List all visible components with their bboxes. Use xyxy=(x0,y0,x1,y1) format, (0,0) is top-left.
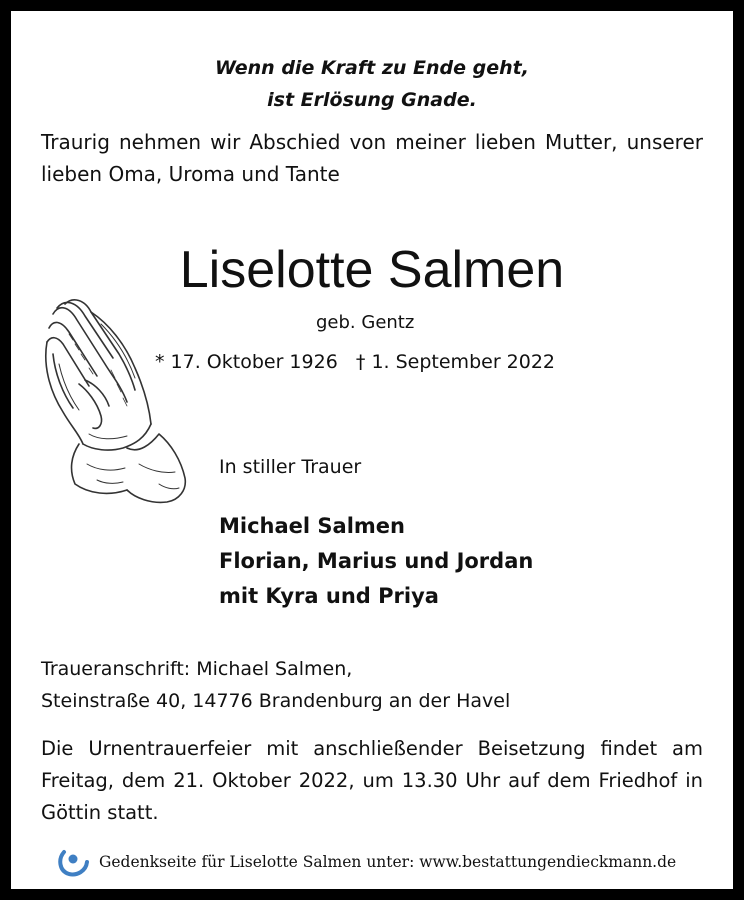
praying-hands-icon xyxy=(39,294,199,519)
survivor-name: Florian, Marius und Jordan xyxy=(219,549,534,573)
birth-name: geb. Gentz xyxy=(316,312,415,333)
survivor-name: Michael Salmen xyxy=(219,514,405,538)
memorial-page-link[interactable]: Gedenkseite für Liselotte Salmen unter: www.bestattungendieckmann.de xyxy=(99,853,677,871)
survivor-name: mit Kyra und Priya xyxy=(219,584,439,608)
life-dates: * 17. Oktober 1926 † 1. September 2022 xyxy=(155,351,556,373)
deceased-name: Liselotte Salmen xyxy=(179,241,565,299)
mourning-label: In stiller Trauer xyxy=(219,456,362,478)
address-line-2: Steinstraße 40, 14776 Brandenburg an der Havel xyxy=(41,690,511,712)
address-line-1: Traueranschrift: Michael Salmen, xyxy=(41,658,353,680)
funeral-service-text: Die Urnentrauerfeier mit anschließender Beisetzung findet am Freitag, dem 21. Oktober 2022, um 13.30 Uhr auf dem Friedhof in Göttin statt. xyxy=(41,737,703,824)
memorial-footer xyxy=(57,847,676,877)
intro-text: Traurig nehmen wir Abschied von meiner lieben Mutter, unserer lieben Oma, Uroma und Tante xyxy=(41,130,703,186)
motto-line-2: ist Erlösung Gnade. xyxy=(267,89,477,111)
motto-line-1: Wenn die Kraft zu Ende geht, xyxy=(215,57,529,79)
mourning-address xyxy=(41,653,510,717)
memorial-logo-icon xyxy=(57,847,91,877)
